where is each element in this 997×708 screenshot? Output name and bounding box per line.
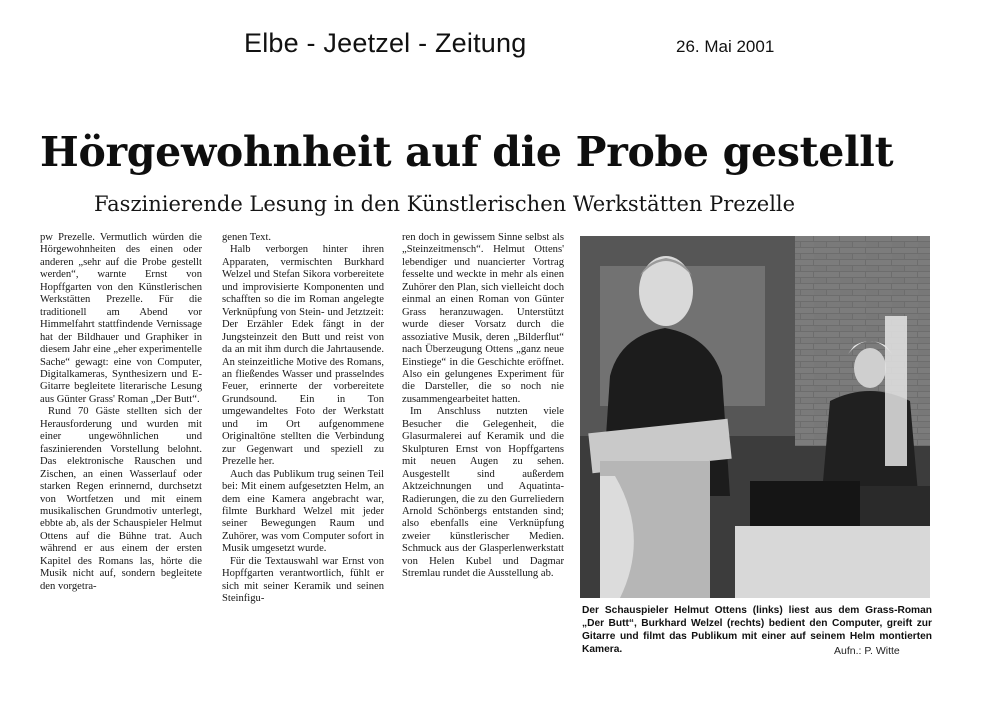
article-column-3 xyxy=(402,232,564,581)
article-photo xyxy=(580,236,930,598)
paragraph: genen Text. xyxy=(222,232,272,243)
equipment-table xyxy=(735,526,930,598)
musician-head xyxy=(854,348,886,388)
paragraph: Auch das Publikum trug seinen Teil bei: Mit einem aufgesetzten Helm, an dem eine Kamera angebracht war, filmte Burkhard Welzel mit jeder seiner Bewegungen Raum und Zuhörer, was vom Computer sofort in Musik umgesetzt wurde. xyxy=(222,468,384,555)
article-column-2 xyxy=(222,232,384,606)
paragraph: Rund 70 Gäste stellten sich der Herausforderung und wurden mit einer ungewöhnlichen und faszinierenden Vorstellung belohnt. Das elektronische Rauschen und Zischen, an einen Wasserlauf oder starken Regen erinnernd, durchsetzt von Wortfetzen und mit einem musikalischen Grundmotiv unterlegt, ebbte ab, als der Schauspieler Helmut Ottens auf die Bühne trat. Auch während er aus einem der ersten Kapitel des Romans las, hörte die Musik nicht auf, sondern begleitete den vorgetra- xyxy=(40,406,202,592)
computer-equipment xyxy=(750,481,860,526)
paragraph: Für die Textauswahl war Ernst von Hopffgarten verantwortlich, fühlt er sich mit seiner Keramik und seinen Steinfigu- xyxy=(222,555,384,605)
paragraph: Im Anschluss nutzten viele Besucher die Gelegenheit, die Glasurmalerei auf Keramik und die Skulpturen Ernst von Hopffgartens mit neuen Augen zu sehen. Ausgestellt sind außerdem Aktzeichnungen und Aquatinta-Radierungen, die zu den Gurreliedern Arnold Schönbergs entstanden sind; also ebenfalls eine Verknüpfung zweier künstlerischer Medien. Schmuck aus der Glasperlenwerkstatt von Helen Kubel und Dagmar Stremlau rundet die Ausstellung ab. xyxy=(402,406,564,580)
article-column-1 xyxy=(40,232,202,593)
photo-illustration xyxy=(580,236,930,598)
photo-caption: Der Schauspieler Helmut Ottens (links) liest aus dem Grass-Roman „Der Butt“, Burkhard Welzel (rechts) bedient den Computer, greift zur Gitarre und filmt das Publikum mit einer auf seinem Helm montierten Kamera. xyxy=(582,605,932,655)
publication-date: 26. Mai 2001 xyxy=(676,37,775,56)
article-subheadline: Faszinierende Lesung in den Künstlerischen Werkstätten Prezelle xyxy=(94,192,796,216)
photo-credit: Aufn.: P. Witte xyxy=(834,645,900,657)
paragraph: pw Prezelle. Vermutlich würden die Hörgewohnheiten des einen oder anderen „sehr auf die Probe gestellt werden“, warnte Ernst von Hopffgarten von den Künstlerischen Werkstätten Prezelle. Für die traditionell am Abend vor Himmelfahrt stattfindende Vernissage hat der Bildhauer und Graphiker in diesem Jahr eine „eher experimentelle Sache“ gewagt: eine von Computer, Digitalkameras, Synthesizern und E-Gitarre begleitete literarische Lesung aus Günter Grass' Roman „Der Butt“. xyxy=(40,232,202,405)
newspaper-masthead: Elbe - Jeetzel - Zeitung xyxy=(244,28,527,58)
paragraph: Halb verborgen hinter ihren Apparaten, vermischten Burkhard Welzel und Stefan Sikora vorbereitete und improvisierte Komponenten und schafften so die im Roman angelegte Verknüpfung von Stein- und Jetztzeit: Der Erzähler Edek fängt in der Jungsteinzeit den Butt und reist von da an mit ihm durch die Jahrtausende. An steinzeitliche Motive des Romans, an fließendes Wasser und prasselndes Feuer, erinnerte der vorbereitete Grundsound. Ein in Ton umgewandeltes Foto der Werkstatt und im Ort aufgenommene Originaltöne stellten die Verbindung zur Gegenwart und speziell zu Prezelle her. xyxy=(222,244,384,468)
paragraph: ren doch in gewissem Sinne selbst als „Steinzeitmensch“. Helmut Ottens' lebendiger und nuancierter Vortrag fesselte und weckte in mehr als einen Zuhörer den Plan, sich vielleicht doch einmal an einen Roman von Günter Grass heranzuwagen. Unterstützt wurde dieser Vorsatz durch die assoziative Musik, deren „Bilderflut“ nach Überzeugung Ottens „ganz neue Einstiege“ in die Geschichte eröffnet. Also ein gelungenes Experiment für die Darsteller, die so noch nie zusammengearbeitet hatten. xyxy=(402,232,564,405)
article-headline: Hörgewohnheit auf die Probe gestellt xyxy=(40,128,894,176)
